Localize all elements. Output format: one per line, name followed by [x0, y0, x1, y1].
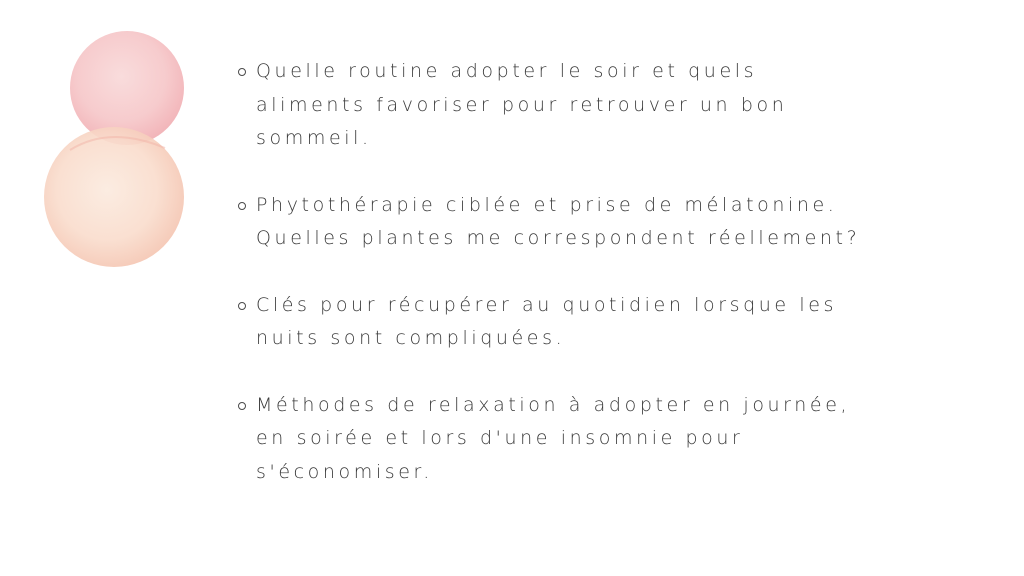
circle-bullet-icon [238, 202, 246, 210]
list-item-text: Méthodes de relaxation à adopter en journée, en soirée et lors d'une insomnie pour s'économiser. [256, 393, 851, 483]
list-item [235, 189, 875, 256]
pink-watercolor-circle [70, 31, 184, 145]
list-item-text: Clés pour récupérer au quotidien lorsque les nuits sont compliquées. [256, 293, 838, 349]
circle-bullet-icon [238, 402, 246, 410]
list-item-text: Quelle routine adopter le soir et quels aliments favoriser pour retrouver un bon sommeil. [256, 60, 788, 149]
bullet-list [235, 55, 875, 522]
list-item [235, 389, 875, 490]
list-item [235, 55, 875, 156]
list-item-text: Phytothérapie ciblée et prise de mélatonine. Quelles plantes me correspondent réellement? [256, 193, 861, 249]
list-item [235, 289, 875, 356]
watercolor-circles-decoration [0, 0, 220, 300]
circle-bullet-icon [238, 302, 246, 310]
circle-bullet-icon [238, 68, 246, 76]
